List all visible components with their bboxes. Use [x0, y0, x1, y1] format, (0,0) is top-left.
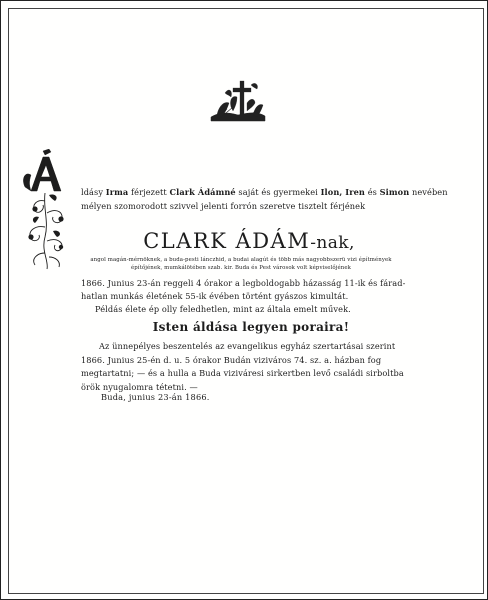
deceased-titles [81, 257, 401, 273]
children-names: Ilon, Iren [320, 187, 365, 197]
funeral-line: 1866. Junius 25-én d. u. 5 órakor Budán viziváros 74. sz. a. házban fog [81, 354, 382, 365]
blessing-heading: Isten áldása legyen poraira! [152, 320, 350, 334]
announcement-line-2: mélyen szomorodott szivvel jelenti forrón szeretve tisztelt férjének [81, 201, 366, 211]
deceased-name-text: CLARK ÁDÁM [143, 229, 311, 253]
announcement-paragraph [81, 185, 448, 213]
child-name-simon: Simon [379, 187, 410, 197]
announcement-line-1 [81, 185, 448, 199]
deceased-name-suffix: -nak, [310, 233, 355, 253]
titles-line: angol magán-mérnöknek, a buda-pesti lánczhid, a budai alagút és több más nagyobbszerü vizi építmények [90, 257, 392, 263]
deceased-name [119, 229, 379, 253]
dateline: Buda, junius 23-án 1866. [101, 392, 210, 402]
death-details-paragraph [81, 277, 421, 316]
widow-married-name: Clark Ádámné [169, 187, 236, 197]
titles-line: építőjének, mumkálötében szab. kir. Buda és Pest városok volt képviselőjének [130, 264, 352, 271]
details-line: hatlan munkás életének 55-ik évében történt gyászos kimultát. [81, 291, 349, 301]
ornamental-initial-a-icon [19, 149, 73, 271]
cross-vignette-icon [207, 73, 269, 125]
text-fragment: nevében [409, 187, 448, 197]
widow-given-name: Irma [105, 187, 129, 197]
text-fragment: saját és gyermekei [235, 187, 321, 197]
text-fragment: ldásy [81, 187, 106, 197]
text-fragment: férjezett [128, 187, 170, 197]
funeral-line: Az ünnepélyes beszentelés az evangelikus egyház szertartásai szerint [99, 341, 396, 351]
details-line: 1866. Junius 23-án reggeli 4 órakor a legboldogabb házasság 11-ik és fárad- [81, 278, 406, 288]
details-line: Példás élete ép olly feledhetlen, mint az általa emelt művek. [95, 304, 351, 314]
text-fragment: és [365, 187, 380, 197]
funeral-line: örök nyugalomra tétetni. — [81, 381, 198, 392]
funeral-line: megtartatni; — és a hulla a Buda viziváresi sirkertben levő családi sirboltba [81, 368, 404, 379]
funeral-paragraph [81, 340, 421, 394]
